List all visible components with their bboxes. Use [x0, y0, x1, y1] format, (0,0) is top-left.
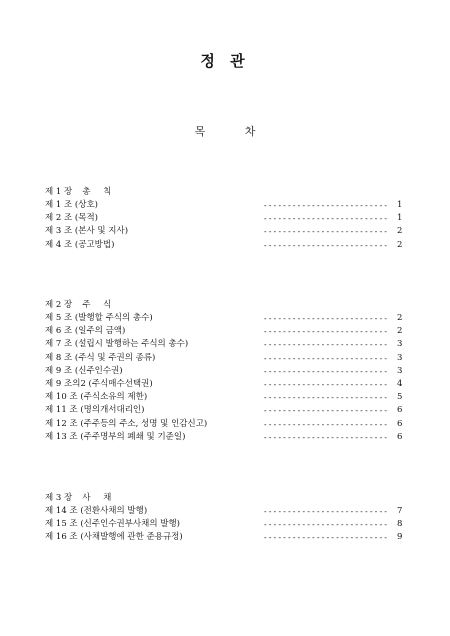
entry-label: 제 9 조의2 (주식매수선택권)	[45, 378, 153, 389]
dot-leader: --------------------------	[263, 379, 389, 389]
entry-page: 4	[397, 378, 403, 389]
dot-leader: --------------------------	[263, 406, 389, 416]
entry-label: 제 15 조 (신주인수권부사채의 발행)	[45, 519, 181, 530]
entry-label: 제 13 조 (주주명부의 폐쇄 및 기준일)	[45, 431, 186, 442]
entry-page: 2	[397, 326, 403, 337]
toc-entry	[45, 338, 415, 351]
dot-leader: --------------------------	[263, 419, 389, 429]
chapter-heading	[45, 298, 415, 312]
dot-leader: --------------------------	[263, 507, 389, 516]
toc-chapter-2	[45, 298, 415, 444]
entry-label: 제 10 조 (주식소유의 제한)	[45, 392, 148, 403]
toc-entry	[45, 225, 415, 238]
entry-label: 제 11 조 (명의개서대리인)	[45, 405, 145, 416]
toc-entry	[45, 391, 415, 404]
entry-label: 제 3 조 (본사 및 지사)	[45, 226, 129, 237]
toc-entry	[45, 431, 415, 444]
entry-page: 6	[397, 405, 403, 416]
dot-leader: --------------------------	[263, 366, 389, 376]
entry-label: 제 12 조 (주주등의 주소, 성명 및 인감신고)	[45, 418, 208, 429]
dot-leader: --------------------------	[263, 227, 389, 237]
toc-entry	[45, 404, 415, 417]
entry-page: 1	[397, 200, 403, 210]
chapter-title: 사 채	[82, 493, 117, 503]
entry-label: 제 4 조 (공고방법)	[45, 239, 115, 250]
entry-page: 3	[397, 352, 403, 363]
toc-entry	[45, 505, 415, 518]
entry-label: 제 6 조 (일주의 금액)	[45, 326, 126, 337]
toc-entry	[45, 378, 415, 391]
entry-label: 제 16 조 (사채발행에 관한 준용규정)	[45, 532, 183, 543]
toc-entry	[45, 325, 415, 338]
dot-leader: --------------------------	[263, 520, 389, 530]
entry-label: 제 14 조 (전환사채의 발행)	[45, 506, 148, 516]
entry-page: 2	[397, 226, 403, 237]
toc-chapter-1	[45, 185, 415, 252]
chapter-heading	[45, 491, 415, 505]
entry-page: 2	[397, 239, 403, 250]
entry-label: 제 8 조 (주식 및 주권의 종류)	[45, 352, 156, 363]
toc-entry	[45, 531, 415, 544]
entry-page: 5	[397, 392, 403, 403]
chapter-title: 주 식	[82, 300, 117, 310]
toc-entry	[45, 352, 415, 365]
chapter-number: 제 3 장	[45, 493, 73, 503]
entry-label: 제 7 조 (설립시 발행하는 주식의 총수)	[45, 339, 189, 350]
entry-page: 2	[397, 313, 403, 323]
entry-label: 제 1 조 (상호)	[45, 200, 98, 210]
dot-leader: --------------------------	[263, 214, 389, 224]
toc-entry	[45, 418, 415, 431]
entry-page: 9	[397, 532, 403, 543]
toc-entry	[45, 239, 415, 252]
toc-chapter-3	[45, 491, 415, 545]
dot-leader: --------------------------	[263, 393, 389, 403]
entry-page: 7	[397, 506, 403, 516]
toc-entry	[45, 518, 415, 531]
chapter-number: 제 2 장	[45, 300, 73, 310]
entry-label: 제 5 조 (발행할 주식의 총수)	[45, 313, 153, 323]
entry-page: 3	[397, 365, 403, 376]
entry-page: 1	[397, 213, 403, 224]
entry-page: 8	[397, 519, 403, 530]
dot-leader: --------------------------	[263, 340, 389, 350]
toc-entry	[45, 212, 415, 225]
toc-heading: 목 차	[194, 125, 274, 138]
chapter-number: 제 1 장	[45, 187, 73, 197]
dot-leader: --------------------------	[263, 201, 389, 210]
toc-entry	[45, 365, 415, 378]
entry-page: 6	[397, 431, 403, 442]
chapter-heading	[45, 185, 415, 199]
entry-label: 제 9 조 (신주인수권)	[45, 365, 123, 376]
dot-leader: --------------------------	[263, 327, 389, 337]
chapter-title: 총 칙	[82, 187, 117, 197]
dot-leader: --------------------------	[263, 240, 389, 250]
dot-leader: --------------------------	[263, 533, 389, 543]
toc-entry	[45, 199, 415, 212]
toc-entry	[45, 312, 415, 325]
dot-leader: --------------------------	[263, 353, 389, 363]
entry-page: 3	[397, 339, 403, 350]
entry-label: 제 2 조 (목적)	[45, 213, 98, 224]
dot-leader: --------------------------	[263, 432, 389, 442]
entry-page: 6	[397, 418, 403, 429]
document-title: 정 관	[200, 52, 250, 70]
dot-leader: --------------------------	[263, 314, 389, 323]
